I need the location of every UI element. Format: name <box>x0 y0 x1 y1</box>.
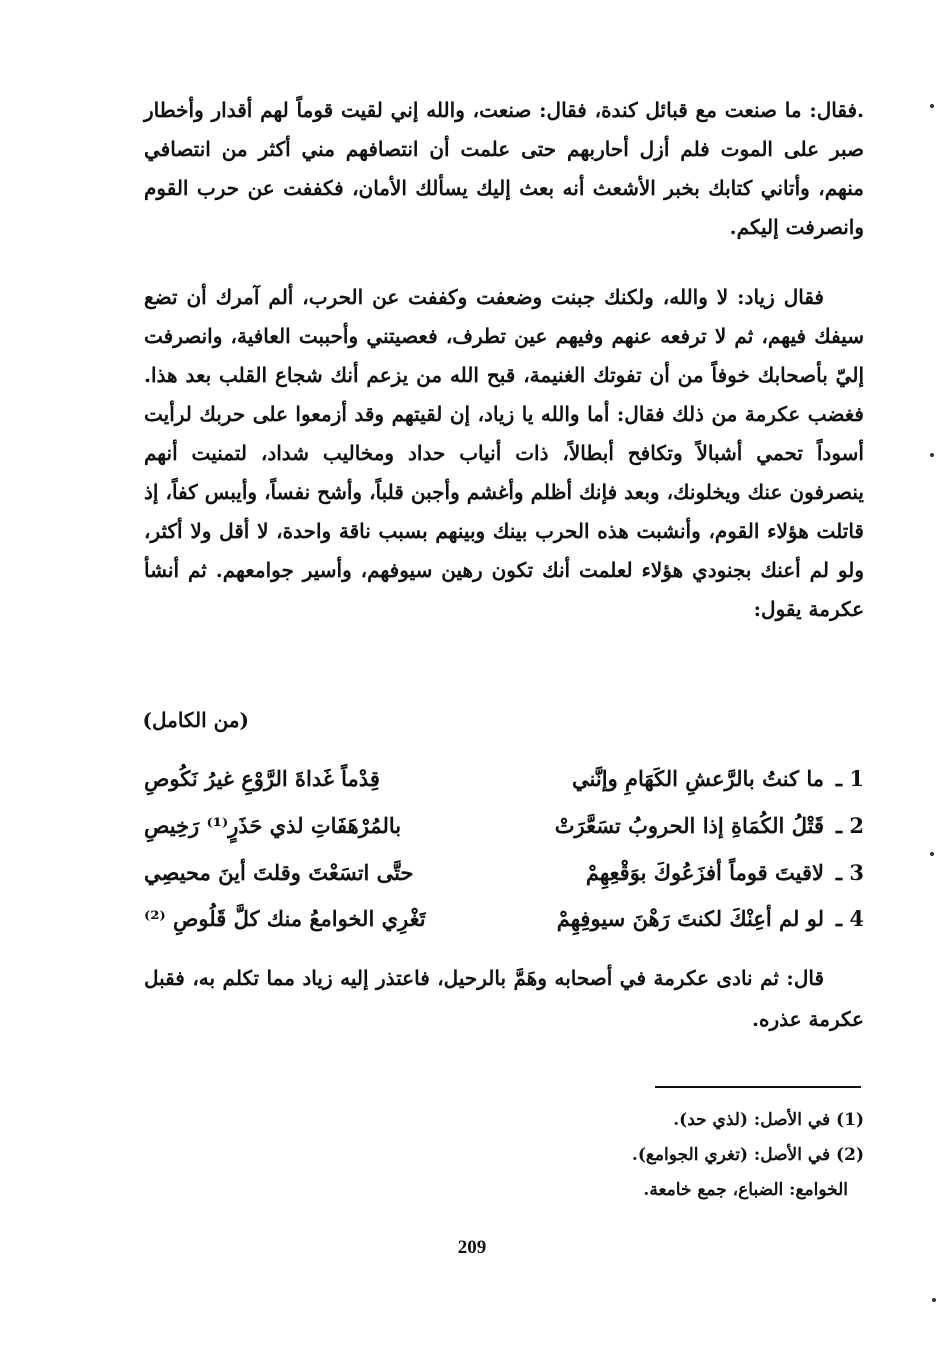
verse-second-hemistich: حتَّى اتسَعْتَ وقلتَ أينَ محيصِي <box>144 860 414 885</box>
verse-second-hemistich: تَغْرِي الخوامعُ منك كلَّ قَلُوصِ ⁽²⁾ <box>144 906 426 931</box>
verse-second-hemistich: بالمُرْهَفَاتِ لذي حَذَرٍ⁽¹⁾ رَخِيصِ <box>144 813 402 838</box>
verse-number: 2 ـ <box>835 813 864 838</box>
poem-verse-4 <box>144 906 864 946</box>
paragraph-1: .فقال: ما صنعت مع قبائل كندة، فقال: صنعت، والله إني لقيت قوماً لهم أقدار وأخطار صبر على الموت فلم أزل أحاربهم حتى علمت أن انتصافهم مني أكثر من انتصافي منهم، وأتاني كتابك بخبر الأشعث أنه بعث إليك يسألك الأمان، فكففت عن حرب القوم وانصرفت إليكم. <box>144 98 864 239</box>
footnote-separator-rule <box>655 1086 861 1088</box>
verse-first-hemistich: لو لم أعِنْكَ لكنتَ رَهْنَ سيوفِهِمْ <box>556 906 824 931</box>
footnotes <box>464 1103 864 1208</box>
footnote-gloss: الخوامع: الضباع، جمع خامعة. <box>643 1180 848 1200</box>
verse-number: 1 ـ <box>835 766 864 791</box>
scan-speck <box>930 453 934 457</box>
poem-verse-1 <box>144 766 864 806</box>
scan-speck <box>930 104 934 108</box>
verse-number: 3 ـ <box>835 860 864 885</box>
footnote-1: (1) في الأصل: (لذي حد). <box>673 1110 864 1130</box>
verse-first-hemistich: ما كنتُ بالرَّعشِ الكَهَامِ وإنَّني <box>572 766 824 791</box>
poem-verse-3 <box>144 860 864 900</box>
scan-speck <box>930 852 934 856</box>
scan-speck <box>932 1298 936 1302</box>
verse-first-hemistich: لاقيتَ قوماً أفزَعُوكَ بوَقْعِهِمْ <box>585 860 824 885</box>
page-number: 209 <box>457 1237 487 1258</box>
verse-number: 4 ـ <box>835 906 864 931</box>
closing-paragraph: قال: ثم نادى عكرمة في أصحابه وهَمَّ بالرحيل، فاعتذر إليه زياد مما تكلم به، فقبل عكرمة عذره. <box>144 966 864 1031</box>
paragraph-2: فقال زياد: لا والله، ولكنك جبنت وضعفت وكففت عن الحرب، ألم آمرك أن تضع سيفك فيهم، ثم لا ترفعه عنهم وفيهم عين تطرف، فعصيتني وأحببت العافية، وانصرفت إليّ بأصحابك خوفاً من أن تفوتك الغنيمة، قبح الله من يزعم أنك شجاع القلب بعد هذا. فغضب عكرمة من ذلك فقال: أما والله يا زياد، إن لقيتهم وقد أزمعوا على حربك لرأيت أسوداً تحمي أشبالاً وتكافح أبطالاً، ذات أنياب حداد ومخاليب شداد، لتمنيت أنهم ينصرفون عنك ويخلونك، وبعد فإنك أظلم وأغشم وأجبن قلباً، وأشح نفساً، وأيبس كفاً، إذ قاتلت هؤلاء القوم، وأنشبت هذه الحرب بينك وبينهم بسبب ناقة واحدة، لا أقل ولا أكثر، ولو لم أعنك بجنودي هؤلاء لعلمت أنك تكون رهين سيوفهم، وأسير جوامعهم. ثم أنشأ عكرمة يقول: <box>144 285 864 621</box>
footnote-2: (2) في الأصل: (تغري الجوامع). <box>631 1145 864 1165</box>
poem-verse-2 <box>144 813 864 853</box>
verse-first-hemistich: قَتْلُ الكُمَاةِ إذا الحروبُ تسَعَّرَتْ <box>554 813 824 838</box>
poem-meter-label: (من الكامل) <box>142 708 249 732</box>
verse-second-hemistich: قِدْماً غَداةَ الرَّوْعِ غيرُ نَكُوصِ <box>144 766 380 791</box>
